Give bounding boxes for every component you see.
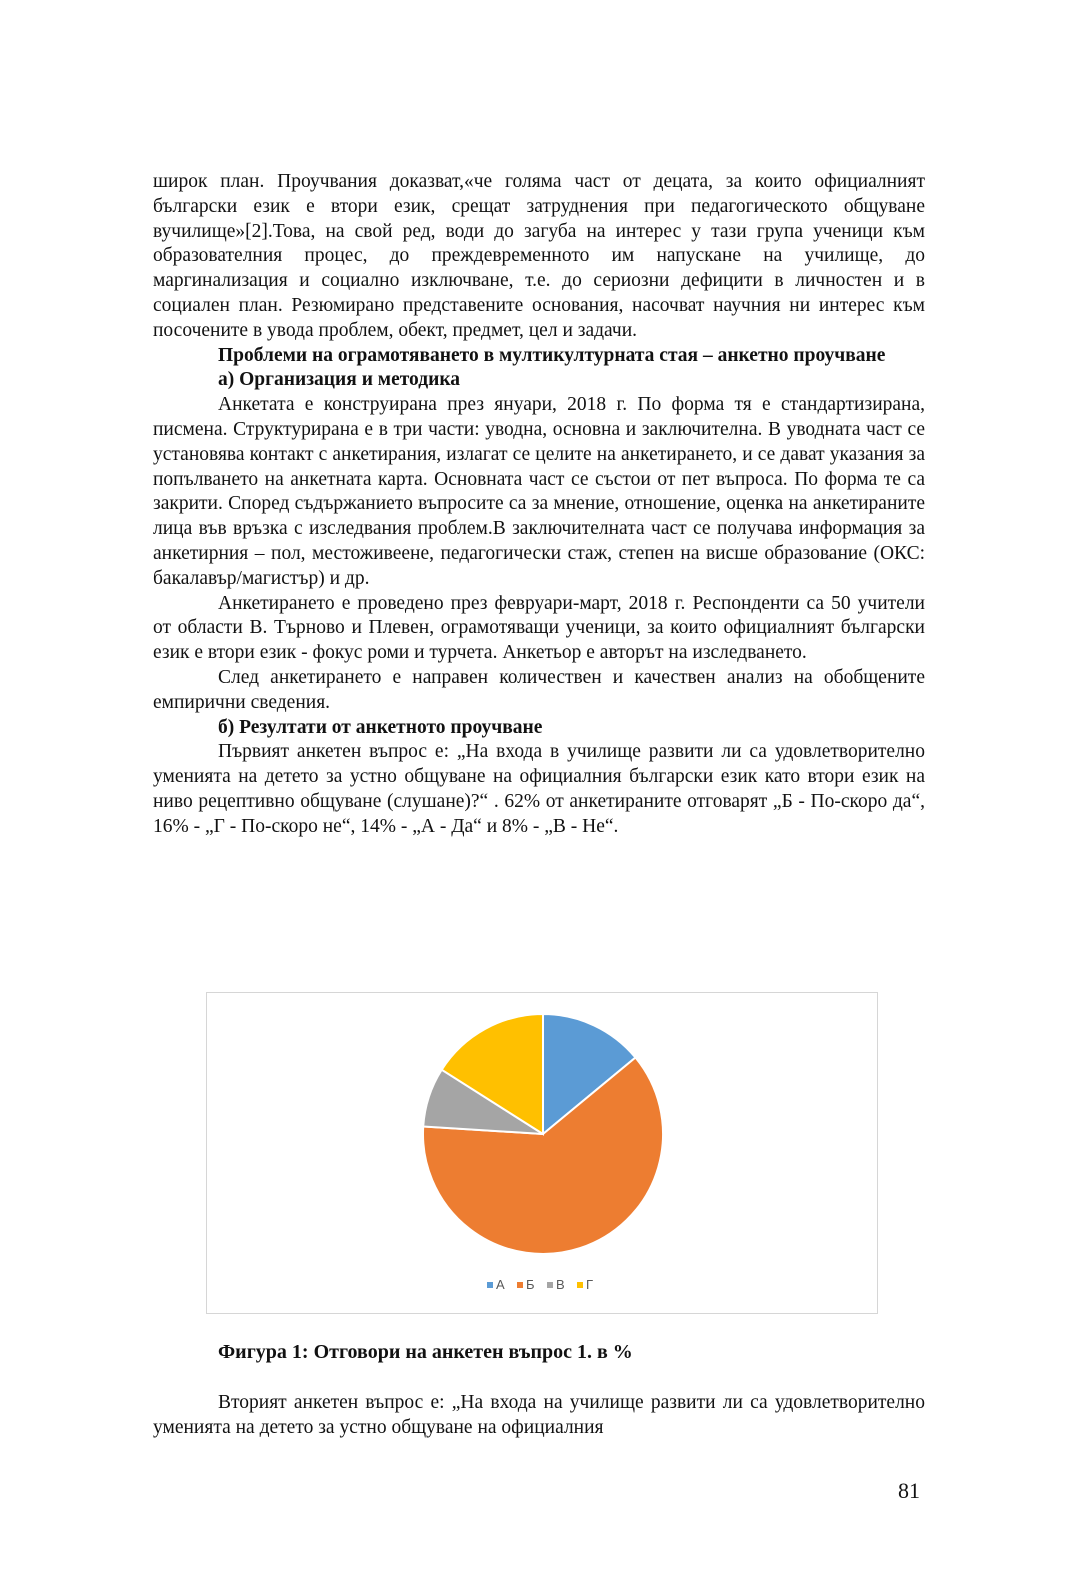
legend-label-2: Б	[526, 1277, 535, 1292]
legend-swatch-2	[517, 1282, 523, 1288]
pie-chart-frame	[206, 992, 878, 1314]
legend-label-1: А	[496, 1277, 505, 1292]
legend-swatch-3	[547, 1282, 553, 1288]
paragraph-3: Анкетирането е проведено през февруари-март, 2018 г. Респонденти са 50 учители от области В. Търново и Плевен, ограмотяващи ученици, за които официалният български език е втори език - фокус роми и турчета. Анкетьор е авторът на изследването.	[153, 592, 925, 664]
paragraph-4: След анкетирането е направен количествен и качествен анализ на обобщените емпирични сведения.	[153, 666, 925, 713]
subheading-a: а) Организация и методика	[218, 369, 461, 391]
paragraph-6: Вторият анкетен въпрос е: „На входа на училище развити ли са удовлетворително уменията на детето за устно общуване на официалния	[153, 1392, 925, 1438]
paragraph-5: Първият анкетен въпрос е: „На входа в училище развити ли са удовлетворително уменията на детето за устно общуване на официалния български език като втори език на ниво рецептивно общуване (слушане)?“ . 62% от анкетираните отговарят „Б - По-скоро да“, 16% - „Г - По-скоро не“, 14% - „А - Да“ и 8% - „В - Не“.	[153, 741, 925, 837]
paragraph-intro-continued	[153, 170, 925, 840]
legend-swatch-4	[577, 1282, 583, 1288]
figure-caption: Фигура 1: Отговори на анкетен въпрос 1. в %	[218, 1341, 633, 1363]
paragraph-1: широк план. Проучвания доказват,«че голяма част от децата, за които официалният български език е втори език, срещат затруднения при педагогическото общуване вучилище»[2].Това, на свой ред, води до загуба на интерес у тази група ученици към образователния процес, до преждевременното им напускане на училище, до маргинализация и социално изключване, т.е. до сериозни дефицити в личностен и в социален план. Резюмирано представените основания, насочват научния ни интерес към посочените в увода проблем, обект, предмет, цел и задачи.	[153, 171, 925, 341]
section-heading: Проблеми на ограмотяването в мултикултурната стая – анкетно проучване	[218, 344, 886, 366]
paragraph-6-wrapper	[153, 1391, 925, 1441]
page-number: 81	[898, 1478, 920, 1503]
subheading-b: б) Резултати от анкетното проучване	[218, 716, 543, 738]
pie-chart	[207, 993, 877, 1313]
legend-swatch-1	[487, 1282, 493, 1288]
legend-label-3: В	[556, 1277, 565, 1292]
legend-label-4: Г	[586, 1277, 594, 1292]
paragraph-2: Анкетата е конструирана през януари, 2018 г. По форма тя е стандартизирана, писмена. Структурирана е в три части: уводна, основна и заключителна. В уводната част се установява контакт с анкетирания, излагат се целите на анкетирането, и се дават указания за попълването на анкетната карта. Основната част се състои от пет въпроса. По форма те са закрити. Според съдържанието въпросите са за мнение, отношение, оценка на анкетираните лица във връзка с изследвания проблем.В заключителната част се получава информация за анкетирния – пол, местоживеене, педагогически стаж, степен на висше образование (ОКС: бакалавър/магистър) и др.	[153, 394, 925, 589]
